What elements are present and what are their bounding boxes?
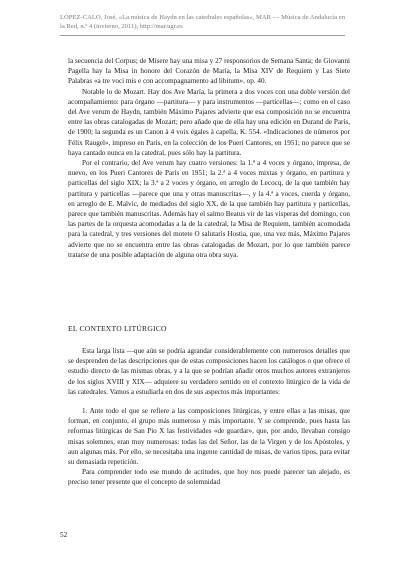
running-header: LÓPEZ-CALO, José, «La música de Haydn en las catedrales españolas», MAR — Música de Andalucía en la Red, n.º 4 (invierno, 2011), http://mar.ugr.es <box>60 14 345 30</box>
section-heading: EL CONTEXTO LITÚRGICO <box>68 324 167 333</box>
body-text-bottom <box>68 346 350 488</box>
paragraph: Esta larga lista —que aún se podría agrandar considerablemente con numerosos detalles que se desprenden de las descripciones que de estas composiciones hacen los catálogos o que ofrece el estudio directo de las mismas obras, y a la que se podrían añadir otros muchos autores extranjeros de los siglos XVIII y XIX— adquiere su verdadero sentido en el contexto litúrgico de la vida de las catedrales. Vamos a estudiarla en dos de sus aspectos más importantes: <box>68 347 350 396</box>
header-divider <box>60 35 345 36</box>
paragraph: 1. Ante todo el que se refiere a las composiciones litúrgicas, y entre ellas a las misas, que forman, en conjunto, el grupo más numeroso y más importante. Y se comprende, pues hasta las reformas litúrgicas de San Pío X las festividades «de guardar», que, por ando, llevaban consigo misas solemnes, eran muy numerosas: todas las del Señor, las de la Virgen y de los Apóstoles, y aun algunas más. Por ello, se necesitaba una ingente cantidad de misas, de varios tipos, para evitar su demasiada repetición. <box>68 407 350 467</box>
body-text-top <box>68 56 350 260</box>
paragraph: Notable lo de Mozart. Hay dos Ave María, la primera a dos voces con una doble versión del acompañamiento: para órgano —partitura— y para instrumentos —particellas—; como en el caso del Ave verum de Haydn, también Máximo Pajares advierte que esa composición no se encuentra entre las obras catalogadas de Mozart; pero añade que de ella hay una edición en Durand de París, de 1900; la segunda es un Canon à 4 voix égales à capella, K. 554. «Indicaciones de números por Félix Raugel», impreso en París, en la colección de los Pueri Cantores, en 1951; no parece que se haya cantado nunca en la catedral, pues sólo hay la partitura. <box>68 87 350 157</box>
page-number: 52 <box>60 531 68 539</box>
paragraph: Para comprender todo ese mundo de actitudes, que hoy nos puede parecer tan alejado, es preciso tener presente que el concepto de solemnidad <box>68 468 350 487</box>
paragraph: Por el contrario, del Ave verum hay cuatro versiones: la 1.ª a 4 voces y órgano, impresa, de nuevo, en los Pueri Cantores de París en 1951; la 2.ª a 4 voces mixtas y órgano, en partitura y particellas del siglo XIX; la 3.ª a 2 voces y órgano, en arreglo de Lecocq, de la que también hay partitura y particellas —parece que una y otras manuscritas—, y la 4.ª a voces, cuerda y órgano, en arreglo de E. Malvic, de mediados del siglo XX, de la que también hay partitura y particellas, parece que también manuscritas. Además hay el salmo Beatus vir de las vísperas del domingo, con las partes de la orquesta acomodadas a la de la catedral, la Misa de Requiem, también acomodada para la catedral, y tres versiones del motete O salutaris Hostia, que, una vez más, Máximo Pajares advierte que no se encuentra entre las obras catalogadas de Mozart, por lo que también parece tratarse de una posible adaptación de alguna otra obra suya. <box>68 159 350 259</box>
paragraph: la secuencia del Corpus; de Misere hay una misa y 27 responsorios de Semana Santa; de Giovanni Pagella hay la Misa in honore del Corazón de María, la Misa XIV de Requiem y Las Siete Palabras «a tre voci mis e con accompagnamento ad libitum», op. 40. <box>68 57 350 86</box>
